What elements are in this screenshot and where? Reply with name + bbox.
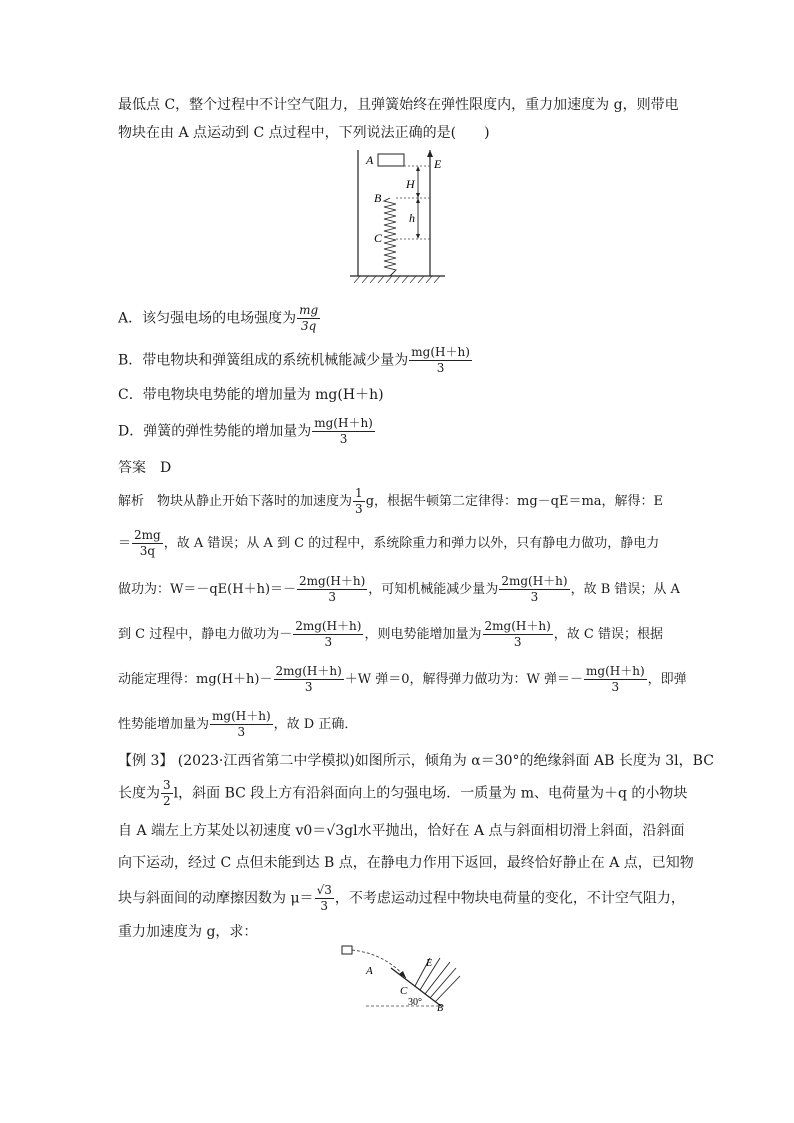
example3-line-2: 长度为 $\frac{3}{2}$ l，斜面 BC 段上方有沿斜面向上的匀强电场．一质量为 m、电荷量为＋q 的小物块	[118, 778, 688, 808]
fig1-label-c: C	[374, 231, 383, 245]
fig1-label-e: E	[434, 157, 442, 171]
fig1-label-h-small: h	[409, 211, 415, 225]
fig2-label-c: C	[400, 985, 408, 997]
analysis-line-5: 动能定理得：mg(H＋h)－ $\frac{2mg(H+h)}{3}$ ＋W 弹＝0，解得弹力做功为：W 弹＝－ $\frac{mg(H+h)}{3}$ ，即弹	[118, 664, 687, 694]
question-line-1: 最低点 C，整个过程中不计空气阻力，且弹簧始终在弹性限度内，重力加速度为 g，则带电	[118, 97, 679, 113]
fig1-label-a: A	[366, 153, 374, 167]
option-a-fraction: $\frac{mg}{3q}$	[299, 303, 319, 333]
option-b-text: B．带电物块和弹簧组成的系统机械能减少量为	[118, 352, 409, 369]
option-a	[118, 303, 321, 334]
analysis-line-4: 到 C 过程中，静电力做功为－ $\frac{2mg(H+h)}{3}$ ，则电势能增加量为 $\frac{2mg(H+h)}{3}$ ，故 C 错误；根据	[118, 619, 663, 649]
option-d-text: D．弹簧的弹性势能的增加量为	[118, 423, 312, 440]
example3-line-1: 【例 3】 (2023·江西省第二中学模拟)如图所示，倾角为 α＝30°的绝缘斜面 AB 长度为 3l，BC	[118, 753, 714, 769]
fig2-label-angle: 30°	[408, 997, 422, 1008]
fig1-label-b: B	[374, 191, 382, 205]
answer-label: 答案	[118, 460, 146, 476]
fig2-label-e: E	[426, 958, 433, 969]
example3-line-4: 向下运动，经过 C 点但未能到达 B 点，在静电力作用下返回，最终恰好静止在 A 点，已知物	[118, 855, 694, 871]
option-d	[118, 416, 376, 447]
question-line-2: 物块在由 A 点运动到 C 点过程中，下列说法正确的是( )	[118, 125, 490, 141]
example3-line-6: 重力加速度为 g，求：	[118, 924, 258, 940]
option-d-fraction: $\frac{mg(H+h)}{3}$	[314, 416, 373, 446]
option-b	[118, 345, 473, 376]
figure-spring	[350, 150, 460, 285]
option-c: C．带电物块电势能的增加量为 mg(H＋h)	[118, 387, 384, 403]
fig2-label-b: B	[437, 1003, 444, 1012]
answer-line	[118, 458, 171, 478]
fig1-label-h-big: H	[406, 177, 415, 191]
analysis-line-2: ＝ $\frac{2mg}{3q}$ ，故 A 错误；从 A 到 C 的过程中，系统除重力和弹力以外，只有静电力做功，静电力	[118, 528, 660, 558]
analysis-label: 解析	[118, 494, 145, 509]
option-b-fraction: $\frac{mg(H+h)}{3}$	[411, 345, 470, 375]
analysis-line-6: 性势能增加量为 $\frac{mg(H+h)}{3}$ ，故 D 正确．	[118, 709, 358, 739]
answer-value: D	[160, 460, 172, 476]
analysis-line-1: 解析 物块从静止开始下落时的加速度为 $\frac{1}{3}$ g，根据牛顿第二定律得：mg－qE＝ma，解得：E	[118, 486, 664, 516]
example3-line-5: 块与斜面间的动摩擦因数为 μ＝ $\frac{√3}{3}$ ，不考虑运动过程中物块电荷量的变化，不计空气阻力，	[118, 883, 685, 913]
analysis-line-3: 做功为：W＝－qE(H＋h)＝－ $\frac{2mg(H+h)}{3}$ ，可知机械能减少量为 $\frac{2mg(H+h)}{3}$ ，故 B 错误；从 A	[118, 574, 680, 604]
fig2-label-a: A	[366, 965, 373, 977]
example3-line-3: 自 A 端左上方某处以初速度 v0＝√3gl水平抛出，恰好在 A 点与斜面相切滑上斜面，沿斜面	[118, 823, 685, 839]
figure-incline	[336, 940, 466, 1012]
option-a-text: A．该匀强电场的电场强度为	[118, 310, 297, 327]
